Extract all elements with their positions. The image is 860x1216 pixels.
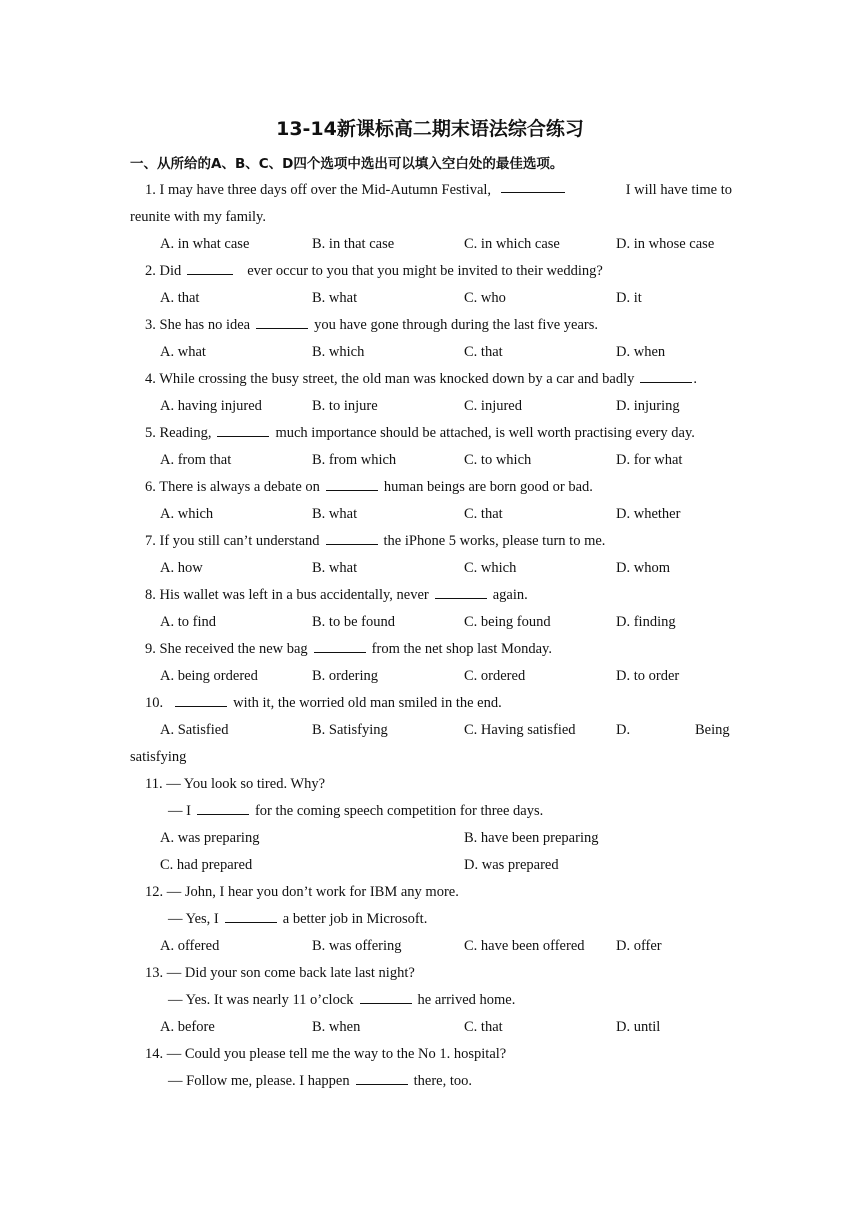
question-1-continuation (130, 207, 860, 227)
question-text-after: with it, the worried old man smiled in the end. (233, 695, 502, 711)
question-13 (145, 963, 860, 983)
dialogue-line-2-after: for the coming speech competition for three days. (254, 803, 544, 819)
option-a: A. from that (160, 452, 232, 468)
question-14-reply (168, 1071, 860, 1091)
answer-blank (501, 180, 565, 193)
question-8 (145, 585, 860, 605)
option-a: A. what (160, 344, 206, 360)
section-instructions: 一、从所给的A、B、C、D四个选项中选出可以填入空白处的最佳选项。 (130, 156, 564, 172)
page-title: 13-14新课标高二期末语法综合练习 (276, 118, 584, 140)
answer-blank (314, 640, 366, 653)
option-d: D. offer (616, 938, 662, 954)
option-c: C. injured (464, 398, 522, 414)
option-a: A. Satisfied (160, 722, 229, 738)
option-d: D. finding (616, 614, 676, 630)
option-d: D. injuring (616, 398, 680, 414)
question-text-after: I will have time to (625, 182, 732, 198)
option-a: A. to find (160, 614, 216, 630)
answer-blank (187, 262, 233, 275)
option-d: D. to order (616, 668, 680, 684)
question-number: 2. (145, 263, 156, 279)
option-b: B. in that case (312, 236, 395, 252)
option-b: B. have been preparing (464, 830, 599, 846)
question-number: 7. (145, 533, 156, 549)
option-c: C. that (464, 1019, 503, 1035)
dialogue-line-1: — John, I hear you don’t work for IBM any more. (166, 884, 459, 900)
answer-blank (256, 316, 308, 329)
question-text-after: the iPhone 5 works, please turn to me. (383, 533, 606, 549)
question-text-after: you have gone through during the last five years. (314, 317, 598, 333)
option-b: B. when (312, 1019, 361, 1035)
question-text-after: much importance should be attached, is well worth practising every day. (275, 425, 695, 441)
option-a: A. offered (160, 938, 220, 954)
question-number: 10. (145, 695, 164, 711)
question-6 (145, 477, 860, 497)
question-text: I may have three days off over the Mid-Autumn Festival, (159, 182, 492, 198)
answer-blank (197, 802, 249, 815)
option-d: D. whom (616, 560, 670, 576)
question-12-reply (168, 909, 860, 929)
question-number: 11. (145, 776, 163, 792)
option-d-continuation: satisfying (130, 749, 187, 765)
question-11-reply (168, 801, 860, 821)
option-b: B. to injure (312, 398, 378, 414)
question-text-after: from the net shop last Monday. (371, 641, 552, 657)
option-c: C. that (464, 344, 503, 360)
option-b: B. was offering (312, 938, 402, 954)
option-a: A. how (160, 560, 203, 576)
option-c: C. ordered (464, 668, 526, 684)
option-b: B. which (312, 344, 365, 360)
question-text: There is always a debate on (159, 479, 320, 495)
question-5 (145, 423, 860, 443)
option-c: C. have been offered (464, 938, 585, 954)
dialogue-line-2: — Yes. It was nearly 11 o’clock (168, 992, 354, 1008)
option-a: A. in what case (160, 236, 250, 252)
option-c: C. who (464, 290, 506, 306)
question-text-after: ever occur to you that you might be invited to their wedding? (247, 263, 603, 279)
option-d: D. until (616, 1019, 661, 1035)
dialogue-line-2-after: he arrived home. (417, 992, 516, 1008)
option-d: D. in whose case (616, 236, 715, 252)
option-d: D. it (616, 290, 642, 306)
dialogue-line-2: — I (168, 803, 191, 819)
question-2 (145, 261, 860, 281)
option-b: B. Satisfying (312, 722, 388, 738)
question-number: 8. (145, 587, 156, 603)
answer-blank (225, 910, 277, 923)
question-4 (145, 369, 860, 389)
answer-blank (360, 991, 412, 1004)
option-d: D. was prepared (464, 857, 559, 873)
option-b: B. what (312, 290, 358, 306)
question-text: Did (159, 263, 182, 279)
question-1 (145, 180, 732, 200)
question-number: 6. (145, 479, 156, 495)
question-12 (145, 882, 860, 902)
option-d: D. whether (616, 506, 681, 522)
question-7 (145, 531, 860, 551)
question-number: 9. (145, 641, 156, 657)
option-c: C. had prepared (160, 857, 253, 873)
option-b: B. what (312, 560, 358, 576)
question-3 (145, 315, 860, 335)
dialogue-line-1: — Could you please tell me the way to the No 1. hospital? (166, 1046, 507, 1062)
option-a: A. was preparing (160, 830, 260, 846)
question-text: His wallet was left in a bus accidentally, never (159, 587, 429, 603)
answer-blank (356, 1072, 408, 1085)
question-number: 13. (145, 965, 164, 981)
question-text: If you still can’t understand (159, 533, 320, 549)
option-c: C. being found (464, 614, 551, 630)
answer-blank (217, 424, 269, 437)
option-a: A. before (160, 1019, 215, 1035)
dialogue-line-2: — Follow me, please. I happen (168, 1073, 350, 1089)
option-a: A. having injured (160, 398, 262, 414)
question-text-cont: reunite with my family. (130, 209, 266, 225)
question-text-after: . (693, 371, 698, 387)
option-a: A. being ordered (160, 668, 258, 684)
option-d-text: Being (695, 722, 730, 738)
question-number: 5. (145, 425, 156, 441)
option-d: D. (616, 722, 631, 738)
option-b: B. from which (312, 452, 397, 468)
option-c: C. to which (464, 452, 532, 468)
option-c: C. which (464, 560, 517, 576)
question-text-after: again. (492, 587, 528, 603)
question-number: 1. (145, 182, 156, 198)
answer-blank (326, 478, 378, 491)
option-a: A. which (160, 506, 214, 522)
question-text: While crossing the busy street, the old man was knocked down by a car and badly (159, 371, 635, 387)
answer-blank (326, 532, 378, 545)
dialogue-line-2-after: a better job in Microsoft. (282, 911, 428, 927)
option-b: B. to be found (312, 614, 395, 630)
option-c: C. Having satisfied (464, 722, 576, 738)
option-b: B. ordering (312, 668, 379, 684)
question-13-reply (168, 990, 860, 1010)
dialogue-line-2-after: there, too. (413, 1073, 473, 1089)
question-number: 3. (145, 317, 156, 333)
question-number: 4. (145, 371, 156, 387)
question-9 (145, 639, 860, 659)
dialogue-line-2: — Yes, I (168, 911, 219, 927)
option-a: A. that (160, 290, 200, 306)
dialogue-line-1: — Did your son come back late last night? (166, 965, 415, 981)
dialogue-line-1: — You look so tired. Why? (166, 776, 326, 792)
question-text: Reading, (159, 425, 212, 441)
answer-blank (435, 586, 487, 599)
question-text: She has no idea (159, 317, 251, 333)
question-number: 14. (145, 1046, 164, 1062)
option-d: D. for what (616, 452, 683, 468)
option-c: C. that (464, 506, 503, 522)
question-11 (145, 774, 860, 794)
option-b: B. what (312, 506, 358, 522)
answer-blank (640, 370, 692, 383)
option-c: C. in which case (464, 236, 560, 252)
question-14 (145, 1044, 860, 1064)
question-number: 12. (145, 884, 164, 900)
answer-blank (175, 694, 227, 707)
question-text: She received the new bag (159, 641, 308, 657)
question-text-after: human beings are born good or bad. (383, 479, 593, 495)
question-10 (145, 693, 860, 713)
option-d: D. when (616, 344, 666, 360)
